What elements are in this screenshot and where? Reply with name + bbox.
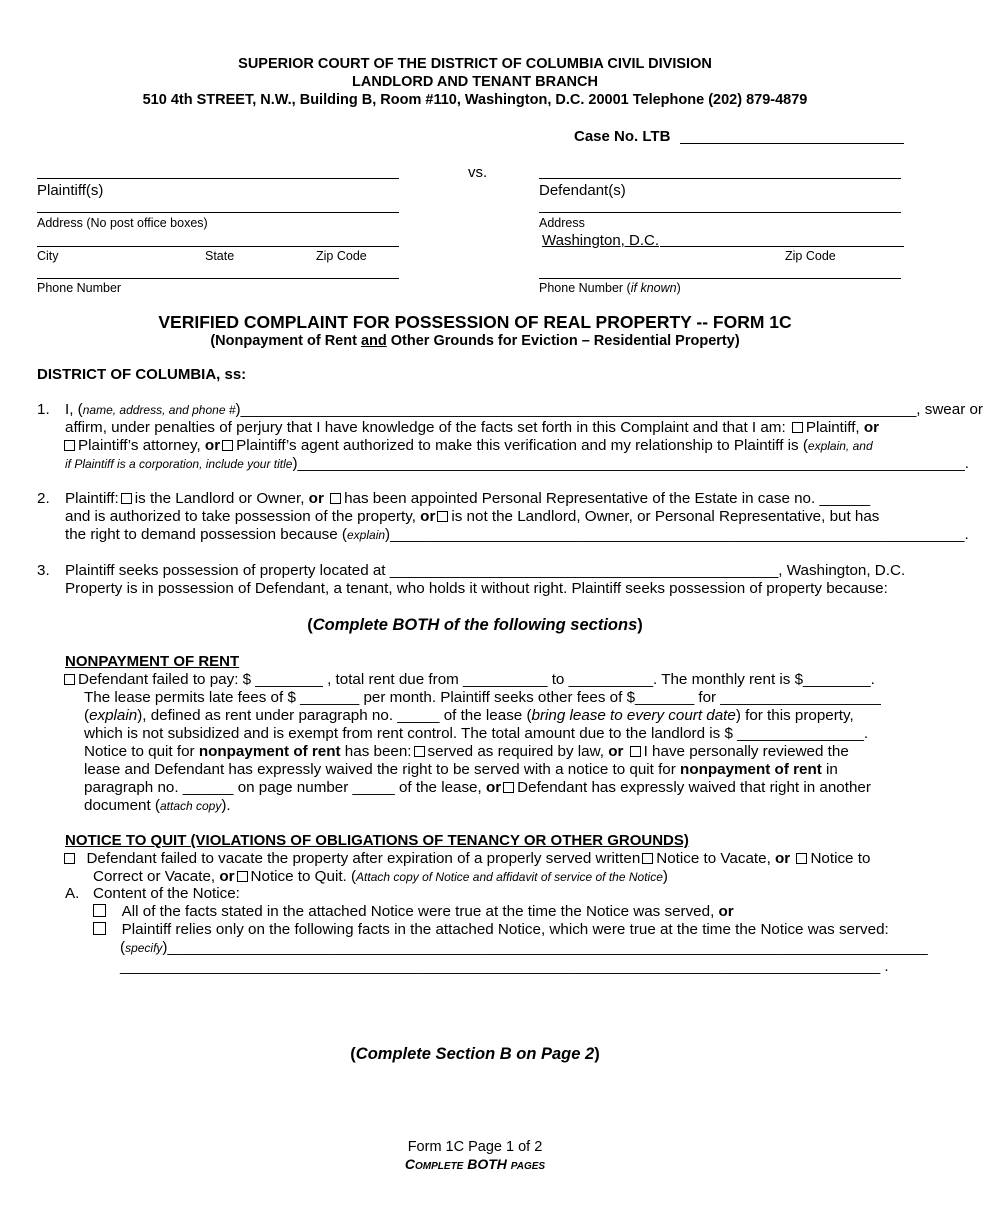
page-number: Form 1C Page 1 of 2	[407, 1139, 543, 1155]
defendant-zip-label: Zip Code	[785, 249, 836, 263]
nonpayment-line-7: paragraph no. ______ on page number _____ of the lease, or Defendant has expressly waived that right in another	[84, 779, 871, 796]
plaintiff-city-field[interactable]	[37, 246, 399, 247]
case-number-label: Case No. LTB	[574, 128, 671, 145]
notice-option-1: All of the facts stated in the attached Notice were true at the time the Notice was served, or	[91, 903, 734, 920]
notice-to-quit-type-checkbox[interactable]	[237, 871, 248, 882]
complete-both-pages-note: Complete BOTH pages	[404, 1156, 546, 1172]
defendant-city-value: Washington, D.C.	[542, 232, 659, 249]
nonpayment-line-3: (explain), defined as rent under paragraph no. _____ of the lease (bring lease to every court date) for this property,	[84, 707, 854, 724]
nonpayment-line-5: Notice to quit for nonpayment of rent has been: served as required by law, or I have personally reviewed the	[84, 743, 849, 760]
defendant-name-label: Defendant(s)	[539, 182, 626, 199]
paragraph-1-line-3: Plaintiff’s attorney, or Plaintiff’s agent authorized to make this verification and my relationship to Plaintiff is (explain, and	[62, 437, 873, 454]
section-a-title: Content of the Notice:	[93, 885, 240, 902]
complete-both-sections-note: (Complete BOTH of the following sections)	[307, 616, 643, 634]
paragraph-1-line-2: affirm, under penalties of perjury that I have knowledge of the facts set forth in this Complaint and that I am: Plaintiff, or	[65, 419, 880, 436]
agent-checkbox[interactable]	[222, 440, 233, 451]
paragraph-3-line-2: Property is in possession of Defendant, a tenant, who holds it without right. Plaintiff seeks possession of property because:	[65, 580, 888, 597]
waived-other-document-checkbox[interactable]	[503, 782, 514, 793]
versus-label: vs.	[468, 164, 488, 181]
notice-line-1: Defendant failed to vacate the property after expiration of a properly served written Notice to Vacate, or Notice to	[62, 850, 870, 867]
plaintiff-zip-label: Zip Code	[316, 249, 367, 263]
defendant-phone-label: Phone Number (if known)	[539, 281, 681, 295]
nonpayment-line-2: The lease permits late fees of $ _______ per month. Plaintiff seeks other fees of $_______ for ___________________	[84, 689, 881, 706]
nonpayment-heading: NONPAYMENT OF RENT	[65, 653, 240, 670]
notice-to-quit-checkbox[interactable]	[64, 853, 75, 864]
personal-representative-checkbox[interactable]	[330, 493, 341, 504]
plaintiff-address-field[interactable]	[37, 212, 399, 213]
branch-name: LANDLORD AND TENANT BRANCH	[352, 74, 598, 90]
court-name: SUPERIOR COURT OF THE DISTRICT OF COLUMBIA CIVIL DIVISION	[238, 56, 712, 72]
plaintiff-name-label: Plaintiff(s)	[37, 182, 104, 199]
reviewed-lease-checkbox[interactable]	[630, 746, 641, 757]
relies-on-facts-checkbox[interactable]	[93, 922, 106, 935]
plaintiff-address-label: Address (No post office boxes)	[37, 216, 208, 230]
paragraph-2-line-1: Plaintiff: is the Landlord or Owner, or has been appointed Personal Representative of the Estate in case no. ______	[65, 490, 871, 507]
paragraph-2-line-2: and is authorized to take possession of the property, or is not the Landlord, Owner, or Personal Representative, but has	[65, 508, 880, 525]
notice-to-vacate-checkbox[interactable]	[642, 853, 653, 864]
not-landlord-checkbox[interactable]	[437, 511, 448, 522]
form-subtitle: (Nonpayment of Rent and Other Grounds for Eviction – Residential Property)	[210, 333, 740, 349]
served-by-law-checkbox[interactable]	[414, 746, 425, 757]
nonpayment-line-4: which is not subsidized and is exempt from rent control. The total amount due to the landlord is $ _______________.	[84, 725, 869, 742]
notice-to-quit-heading: NOTICE TO QUIT (VIOLATIONS OF OBLIGATIONS OF TENANCY OR OTHER GROUNDS)	[65, 832, 689, 849]
plaintiff-name-field[interactable]	[37, 178, 399, 179]
plaintiff-city-label: City	[37, 249, 59, 263]
defendant-address-label: Address	[539, 216, 585, 230]
defendant-name-field[interactable]	[539, 178, 901, 179]
notice-option-2: Plaintiff relies only on the following facts in the attached Notice, which were true at the time the Notice was served:	[91, 921, 889, 938]
paragraph-3-line-1: Plaintiff seeks possession of property located at ______________________________________________, Washington, D.C.	[65, 562, 906, 579]
nonpayment-checkbox[interactable]	[64, 674, 75, 685]
case-number-field[interactable]	[680, 143, 904, 144]
nonpayment-line-6: lease and Defendant has expressly waived the right to be served with a notice to quit for nonpayment of rent in	[84, 761, 838, 778]
notice-line-2: Correct or Vacate, or Notice to Quit. (Attach copy of Notice and affidavit of service of the Notice)	[93, 868, 668, 885]
paragraph-3-number: 3.	[37, 562, 50, 579]
court-address: 510 4th STREET, N.W., Building B, Room #110, Washington, D.C. 20001 Telephone (202) 879-4879	[142, 92, 808, 108]
paragraph-2-number: 2.	[37, 490, 50, 507]
attorney-checkbox[interactable]	[64, 440, 75, 451]
paragraph-1-line-4: if Plaintiff is a corporation, include your title)_______________________________________________________________________________.	[65, 455, 970, 472]
district-label: DISTRICT OF COLUMBIA, ss:	[37, 366, 247, 383]
plaintiff-checkbox[interactable]	[792, 422, 803, 433]
specify-line-2[interactable]: __________________________________________________________________________________________ .	[120, 958, 889, 975]
section-a-label: A.	[65, 885, 80, 902]
specify-line-1[interactable]: (specify)__________________________________________________________________________________________	[120, 939, 928, 956]
defendant-phone-field[interactable]	[539, 278, 901, 279]
form-title: VERIFIED COMPLAINT FOR POSSESSION OF REAL PROPERTY -- FORM 1C	[158, 312, 792, 332]
notice-to-correct-checkbox[interactable]	[796, 853, 807, 864]
defendant-address-field[interactable]	[539, 212, 901, 213]
plaintiff-state-label: State	[205, 249, 235, 263]
plaintiff-phone-field[interactable]	[37, 278, 399, 279]
defendant-zip-field[interactable]	[660, 246, 904, 247]
nonpayment-line-8: document (attach copy).	[84, 797, 231, 814]
paragraph-2-line-3: the right to demand possession because (explain)____________________________________________________________________.	[65, 526, 969, 543]
plaintiff-phone-label: Phone Number	[37, 281, 122, 295]
landlord-owner-checkbox[interactable]	[121, 493, 132, 504]
paragraph-1-line-1: I, (name, address, and phone #)________________________________________________________________________________, swear or	[65, 401, 983, 418]
paragraph-1-number: 1.	[37, 401, 50, 418]
nonpayment-line-1: Defendant failed to pay: $ ________ , total rent due from __________ to __________. The monthly rent is $________.	[62, 671, 875, 688]
complete-section-b-note: (Complete Section B on Page 2)	[350, 1045, 600, 1063]
all-facts-true-checkbox[interactable]	[93, 904, 106, 917]
